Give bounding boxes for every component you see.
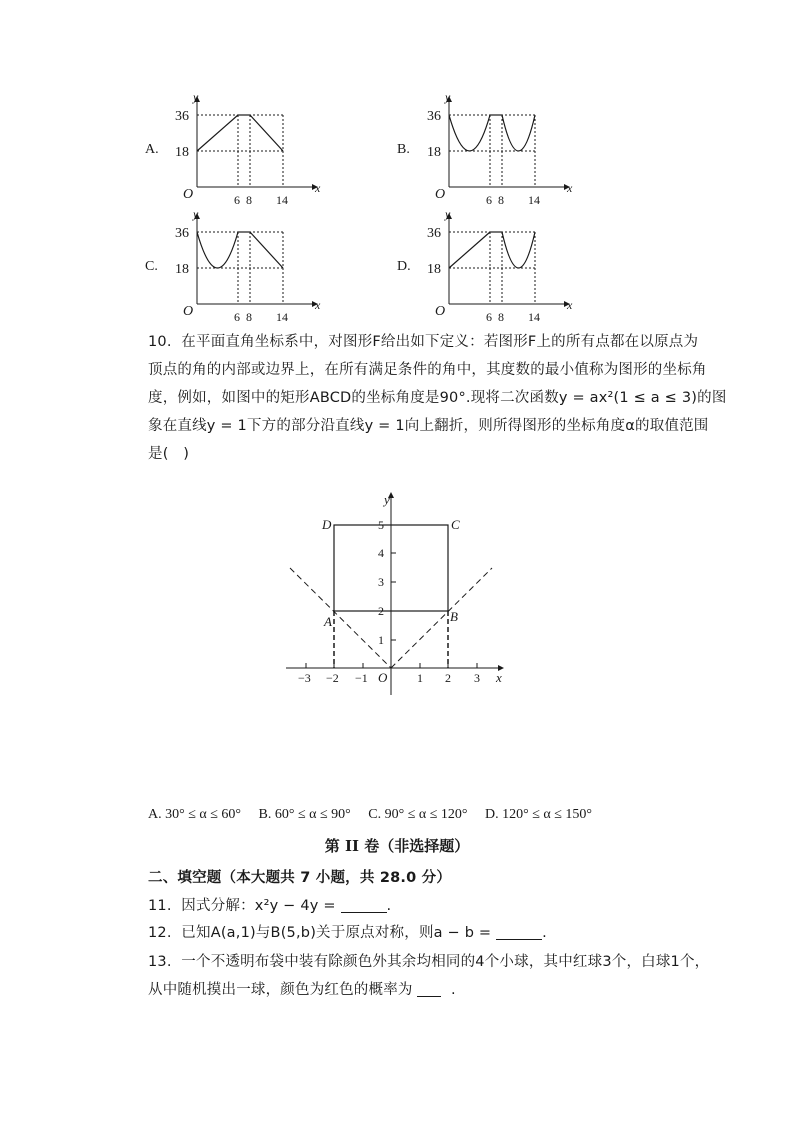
- x-tick-6: 6: [234, 193, 240, 207]
- point-b-label: B: [450, 609, 458, 624]
- origin-label: O: [183, 187, 194, 202]
- q10-line1: [148, 330, 698, 351]
- y-tick-36: 36: [427, 109, 441, 124]
- part2-heading: 二、填空题（本大题共 7 小题，共 28.0 分）: [148, 870, 452, 886]
- q10-number: 10.: [148, 334, 172, 350]
- x-tick-8: 8: [498, 310, 504, 324]
- option-graph-a: [157, 90, 327, 213]
- x-tick-14: 14: [276, 310, 288, 324]
- q10-text-1: 在平面直角坐标系中，对图形F给出如下定义：若图形F上的所有点都在以原点为: [181, 334, 699, 350]
- x-tick-14: 14: [528, 193, 540, 207]
- section-title: 第 II 卷（非选择题）: [324, 837, 470, 855]
- x-tick-8: 8: [246, 193, 252, 207]
- q13-line1: [148, 950, 709, 971]
- y-tick-18: 18: [175, 145, 189, 160]
- q13-number: 13.: [148, 954, 172, 970]
- choice-d[interactable]: D. 120° ≤ α ≤ 150°: [485, 807, 593, 822]
- q12-number: 12.: [148, 925, 172, 941]
- y-tick-18: 18: [175, 262, 189, 277]
- curve-segment-2: [502, 232, 535, 268]
- curve-segment-0: [449, 232, 490, 268]
- fig-x-tick-m3: −3: [298, 671, 311, 685]
- q10-line3: 度，例如，如图中的矩形ABCD的坐标角度是90°.现将二次函数y = ax²(1 ≤ a ≤ 3)的图: [148, 390, 727, 406]
- q10-choices: [148, 807, 606, 823]
- q12: [148, 921, 547, 942]
- curve-segment-2: [502, 115, 535, 151]
- point-a-label: A: [324, 614, 332, 629]
- fig-origin-label: O: [378, 670, 388, 685]
- y-tick-36: 36: [427, 226, 441, 241]
- option-graph-c: [157, 207, 327, 330]
- y-axis-label: y: [445, 90, 451, 104]
- fig-x-label: x: [496, 670, 502, 685]
- fig-x-tick-2: 2: [445, 671, 451, 685]
- q11-text: 因式分解：x²y − 4y =: [181, 898, 341, 914]
- origin-label: O: [435, 187, 446, 202]
- origin-label: O: [435, 304, 446, 319]
- x-tick-6: 6: [486, 193, 492, 207]
- fig-y-tick-2: 2: [378, 604, 384, 618]
- graph-option-label-a[interactable]: A.: [145, 142, 159, 157]
- q13-text-1: 一个不透明布袋中装有除颜色外其余均相同的4个小球，其中红球3个，白球1个，: [181, 954, 710, 970]
- x-axis-label: x: [567, 298, 573, 312]
- x-axis-label: x: [315, 181, 321, 195]
- x-tick-8: 8: [498, 193, 504, 207]
- option-graph-b: [409, 90, 579, 213]
- fig-y-tick-5: 5: [378, 518, 384, 532]
- x-tick-6: 6: [234, 310, 240, 324]
- fig-x-tick-1: 1: [417, 671, 423, 685]
- graph-option-label-d[interactable]: D.: [397, 259, 411, 274]
- q13-line2: [148, 978, 456, 999]
- x-axis-label: x: [315, 298, 321, 312]
- x-tick-8: 8: [246, 310, 252, 324]
- y-tick-18: 18: [427, 145, 441, 160]
- graph-option-label-b[interactable]: B.: [397, 142, 410, 157]
- curve-segment-0: [197, 232, 238, 268]
- q13-answer-blank[interactable]: [417, 982, 441, 997]
- origin-label: O: [183, 304, 194, 319]
- curve-segment-0: [449, 115, 490, 151]
- curve-segment-2: [250, 115, 283, 151]
- q10-line2: 顶点的角的内部或边界上，在所有满足条件的角中，其度数的最小值称为图形的坐标角: [148, 362, 707, 378]
- fig-x-tick-m2: −2: [326, 671, 339, 685]
- q11-end: .: [386, 898, 392, 914]
- right-diagonal: [391, 568, 492, 668]
- q12-end: .: [542, 925, 547, 941]
- curve-segment-2: [250, 232, 283, 268]
- x-tick-6: 6: [486, 310, 492, 324]
- y-axis-label: y: [193, 90, 199, 104]
- q10-line4: 象在直线y = 1下方的部分沿直线y = 1向上翻折，则所得图形的坐标角度α的取值范围: [148, 418, 709, 434]
- y-axis-label: y: [445, 207, 451, 221]
- q12-answer-blank[interactable]: [496, 925, 542, 940]
- q11-number: 11.: [148, 898, 172, 914]
- q11-answer-blank[interactable]: [341, 898, 387, 913]
- fig-y-tick-1: 1: [378, 633, 384, 647]
- graph-option-label-c[interactable]: C.: [145, 259, 158, 274]
- x-tick-14: 14: [276, 193, 288, 207]
- fig-x-tick-m1: −1: [355, 671, 368, 685]
- y-axis-label: y: [193, 207, 199, 221]
- fig-y-tick-4: 4: [378, 546, 384, 560]
- y-tick-36: 36: [175, 109, 189, 124]
- y-tick-18: 18: [427, 262, 441, 277]
- point-c-label: C: [451, 517, 460, 532]
- left-diagonal: [290, 568, 391, 668]
- q13-end: .: [451, 982, 456, 998]
- option-graph-d: [409, 207, 579, 330]
- q11: [148, 894, 391, 915]
- x-tick-14: 14: [528, 310, 540, 324]
- q10-line5: 是( ): [148, 446, 190, 462]
- coordinate-figure: [280, 490, 510, 705]
- fig-y-label: y: [384, 492, 390, 507]
- q12-text: 已知A(a,1)与B(5,b)关于原点对称，则a − b =: [181, 925, 497, 941]
- fig-y-tick-3: 3: [378, 575, 384, 589]
- x-axis-label: x: [567, 181, 573, 195]
- choice-c[interactable]: C. 90° ≤ α ≤ 120°: [368, 807, 468, 822]
- fig-x-tick-3: 3: [474, 671, 480, 685]
- y-tick-36: 36: [175, 226, 189, 241]
- choice-a[interactable]: A. 30° ≤ α ≤ 60°: [148, 807, 242, 822]
- choice-b[interactable]: B. 60° ≤ α ≤ 90°: [258, 807, 351, 822]
- q13-text-2: 从中随机摸出一球，颜色为红色的概率为: [148, 982, 413, 998]
- curve-segment-0: [197, 115, 238, 151]
- point-d-label: D: [322, 517, 332, 532]
